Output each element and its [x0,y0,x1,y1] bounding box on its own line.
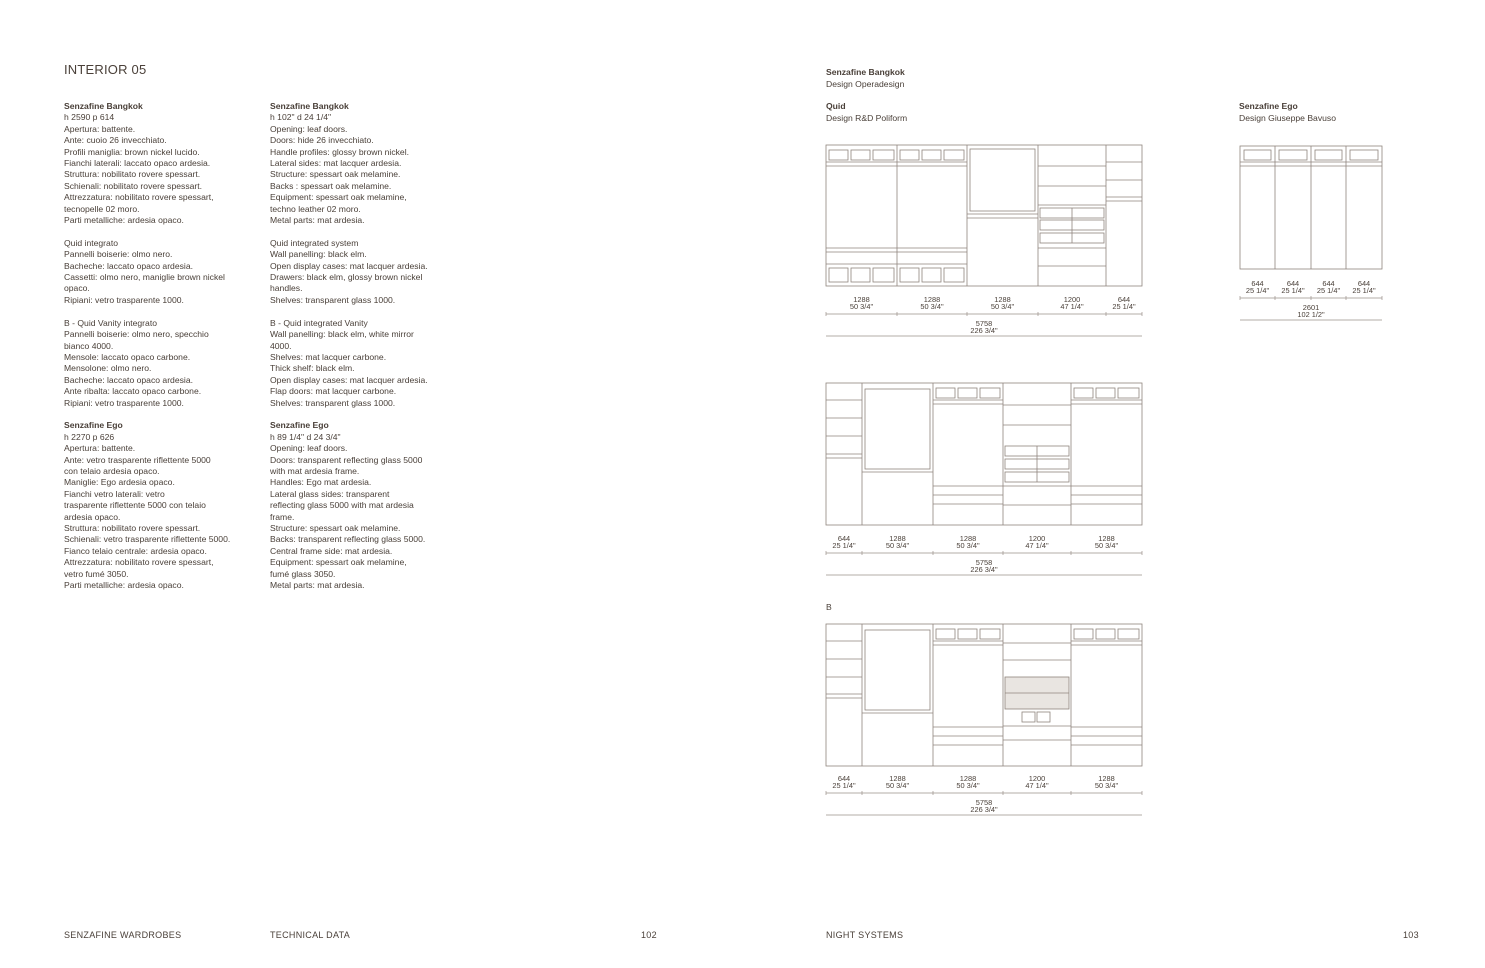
dim-inch: 25 1/4" [1245,286,1270,295]
dim-inch: 50 3/4" [885,541,910,550]
spec-line: Flap doors: mat lacquer carbone. [270,386,397,397]
spec-line: Ripiani: vetro trasparente 1000. [64,397,184,408]
dimension-annotations [826,279,1382,815]
dim-inch: 50 3/4" [990,302,1015,311]
spec-line: Maniglie: Ego ardesia opaco. [64,477,175,488]
dim-inch: 50 3/4" [885,781,910,790]
dim-inch: 47 1/4" [1025,541,1049,550]
spec-line: Profili maniglia: brown nickel lucido. [64,146,200,157]
spec-line: techno leather 02 moro. [270,203,361,214]
drawing-quid [826,383,1142,525]
dim-total-mm: 5758 [975,558,993,567]
spec-line: Parti metalliche: ardesia opaco. [64,215,184,226]
spec-heading: Senzafine Bangkok [64,101,143,111]
spec-line: Apertura: battente. [64,123,136,134]
dim-total-mm: 5758 [975,798,993,807]
spec-line: Equipment: spessart oak melamine, [270,557,407,568]
spec-line: Handles: Ego mat ardesia. [270,477,372,488]
dim-mm: 1288 [1098,534,1115,543]
spec-heading: Senzafine Ego [64,420,123,431]
spec-line: 4000. [270,340,292,351]
dim-inch: 25 1/4" [832,541,856,550]
spec-line: Backs : spessart oak melamine. [270,180,392,191]
spec-line: opaco. [64,283,90,294]
spec-line: Open display cases: mat lacquer ardesia. [270,374,428,385]
spec-line: Mensole: laccato opaco carbone. [64,351,191,362]
spec-line: Fianchi laterali: laccato opaco ardesia. [64,158,211,169]
dim-mm: 1200 [1028,774,1046,783]
page-title: INTERIOR 05 [64,62,147,77]
spec-line: Opening: leaf doors. [270,443,348,454]
spec-line: trasparente riflettente 5000 con telaio [64,500,206,511]
dim-mm: 1288 [1098,774,1115,783]
spec-line: reflecting glass 5000 with mat ardesia [270,500,414,511]
spec-line: Ante: vetro trasparente riflettente 5000 [64,454,211,465]
spec-line: frame. [270,511,295,522]
spec-line: Attrezzatura: nobilitato rovere spessart, [64,557,214,568]
dim-total-mm: 5758 [975,319,993,328]
spec-line: Schienali: nobilitato rovere spessart. [64,180,203,191]
dim-inch: 50 3/4" [1094,781,1119,790]
dim-mm: 1288 [959,534,977,543]
spec-line: Structure: spessart oak melamine. [270,522,401,533]
dim-total-inch: 102 1/2" [1297,310,1325,319]
spec-line: h 2270 p 626 [64,431,115,442]
spec-line: fumé glass 3050. [270,568,336,579]
spec-line: Attrezzatura: nobilitato rovere spessart, [64,192,214,203]
spec-line: Pannelli boiserie: olmo nero. [64,249,173,260]
footer-section: TECHNICAL DATA [270,930,351,940]
spec-line: with mat ardesia frame. [270,465,360,476]
dim-total-mm: 2601 [1302,303,1320,312]
spec-line: B - Quid Vanity integrato [64,317,157,328]
spec-line: h 102" d 24 1/4" [270,112,332,123]
ego-name: Senzafine Ego [1239,101,1298,111]
dim-total-inch: 226 3/4" [970,565,998,574]
spec-line: h 89 1/4" d 24 3/4" [270,431,341,442]
product-name: Senzafine Bangkok [826,67,905,77]
dim-inch: 50 3/4" [1094,541,1119,550]
dim-mm: 1288 [853,295,870,304]
spec-heading: Senzafine Bangkok [270,101,349,111]
spec-line: Structure: spessart oak melamine. [270,169,401,180]
dim-inch: 25 1/4" [1316,286,1341,295]
quid-designer: Design R&D Poliform [826,112,908,123]
dim-mm: 644 [1286,279,1300,288]
dim-mm: 644 [1251,279,1264,288]
spec-line: Doors: hide 26 invecchiato. [270,135,374,146]
spec-line: Metal parts: mat ardesia. [270,215,365,226]
dim-mm: 644 [837,774,851,783]
spec-line: Lateral glass sides: transparent [270,488,390,499]
dim-inch: 25 1/4" [1281,286,1305,295]
spec-line: vetro fumé 3050. [64,568,129,579]
spec-line: Quid integrated system [270,237,359,248]
dim-inch: 25 1/4" [832,781,856,790]
spec-line: Lateral sides: mat lacquer ardesia. [270,158,402,169]
dim-mm: 644 [1117,295,1131,304]
dim-inch: 50 3/4" [956,781,980,790]
dim-mm: 1288 [959,774,977,783]
spec-line: Metal parts: mat ardesia. [270,580,365,591]
spec-line: Fianco telaio centrale: ardesia opaco. [64,545,207,556]
spec-line: Open display cases: mat lacquer ardesia. [270,260,428,271]
spec-line: Mensolone: olmo nero. [64,363,152,374]
spec-line: Thick shelf: black elm. [270,363,355,374]
spec-line: Shelves: transparent glass 1000. [270,397,396,408]
dim-inch: 25 1/4" [1112,302,1136,311]
spec-line: Pannelli boiserie: olmo nero, specchio [64,329,209,340]
drawing-ego [1240,146,1382,269]
spec-line: Backs: transparent reflecting glass 5000. [270,534,426,545]
dim-mm: 1288 [923,295,941,304]
dim-mm: 1288 [994,295,1011,304]
dim-mm: 644 [1322,279,1335,288]
spec-line: Shelves: mat lacquer carbone. [270,351,387,362]
spec-line: Wall panelling: black elm, white mirror [270,329,414,340]
spec-line: Drawers: black elm, glossy brown nickel [270,272,423,283]
spec-line: h 2590 p 614 [64,112,115,123]
page-number-right: 103 [1403,930,1419,940]
spec-line: Schienali: vetro trasparente riflettente 5000. [64,534,231,545]
dim-inch: 50 3/4" [849,302,874,311]
dim-mm: 1200 [1028,534,1046,543]
spec-line: Handle profiles: glossy brown nickel. [270,146,409,157]
spec-line: ardesia opaco. [64,511,121,522]
dim-mm: 644 [1357,279,1371,288]
dim-inch: 47 1/4" [1060,302,1084,311]
spec-line: Struttura: nobilitato rovere spessart. [64,522,201,533]
spec-line: Quid integrato [64,237,118,248]
dim-inch: 47 1/4" [1025,781,1049,790]
spec-line: Wall panelling: black elm. [270,249,367,260]
drawing-quid-vanity [826,624,1142,766]
spec-line: tecnopelle 02 moro. [64,203,140,214]
spec-line: Ripiani: vetro trasparente 1000. [64,294,184,305]
spec-line: Fianchi vetro laterali: vetro [64,488,165,499]
dim-mm: 644 [837,534,851,543]
spec-line: Bacheche: laccato opaco ardesia. [64,374,193,385]
dim-mm: 1288 [889,534,906,543]
dim-total-inch: 226 3/4" [970,805,998,814]
spec-line: Opening: leaf doors. [270,123,348,134]
footer-collection: SENZAFINE WARDROBES [64,930,182,940]
spec-line: con telaio ardesia opaco. [64,465,160,476]
spec-line: Cassetti: olmo nero, maniglie brown nickel [64,272,225,283]
spec-line: Shelves: transparent glass 1000. [270,294,396,305]
spec-heading: Senzafine Ego [270,420,329,431]
drawing-bangkok [826,145,1142,286]
spec-line: Apertura: battente. [64,443,136,454]
dim-inch: 50 3/4" [920,302,944,311]
ego-designer: Design Giuseppe Bavuso [1239,112,1336,123]
spec-line: Doors: transparent reflecting glass 5000 [270,454,423,465]
spec-line: handles. [270,283,303,294]
spec-line: Equipment: spessart oak melamine, [270,192,407,203]
spec-line: Ante ribalta: laccato opaco carbone. [64,386,202,397]
spec-line: B - Quid integrated Vanity [270,317,368,328]
spec-line: Ante: cuoio 26 invecchiato. [64,135,167,146]
label-b: B [826,602,832,612]
dim-mm: 1200 [1063,295,1081,304]
dim-inch: 50 3/4" [956,541,980,550]
spec-line: Bacheche: laccato opaco ardesia. [64,260,193,271]
product-designer: Design Operadesign [826,78,905,89]
page-number-left: 102 [641,930,657,940]
dim-inch: 25 1/4" [1352,286,1376,295]
spec-line: Central frame side: mat ardesia. [270,545,393,556]
spec-line: Parti metalliche: ardesia opaco. [64,580,184,591]
spec-line: Struttura: nobilitato rovere spessart. [64,169,201,180]
spec-line: bianco 4000. [64,340,114,351]
dim-mm: 1288 [889,774,906,783]
dim-total-inch: 226 3/4" [970,326,998,335]
footer-category: NIGHT SYSTEMS [826,930,904,940]
quid-name: Quid [826,101,846,111]
